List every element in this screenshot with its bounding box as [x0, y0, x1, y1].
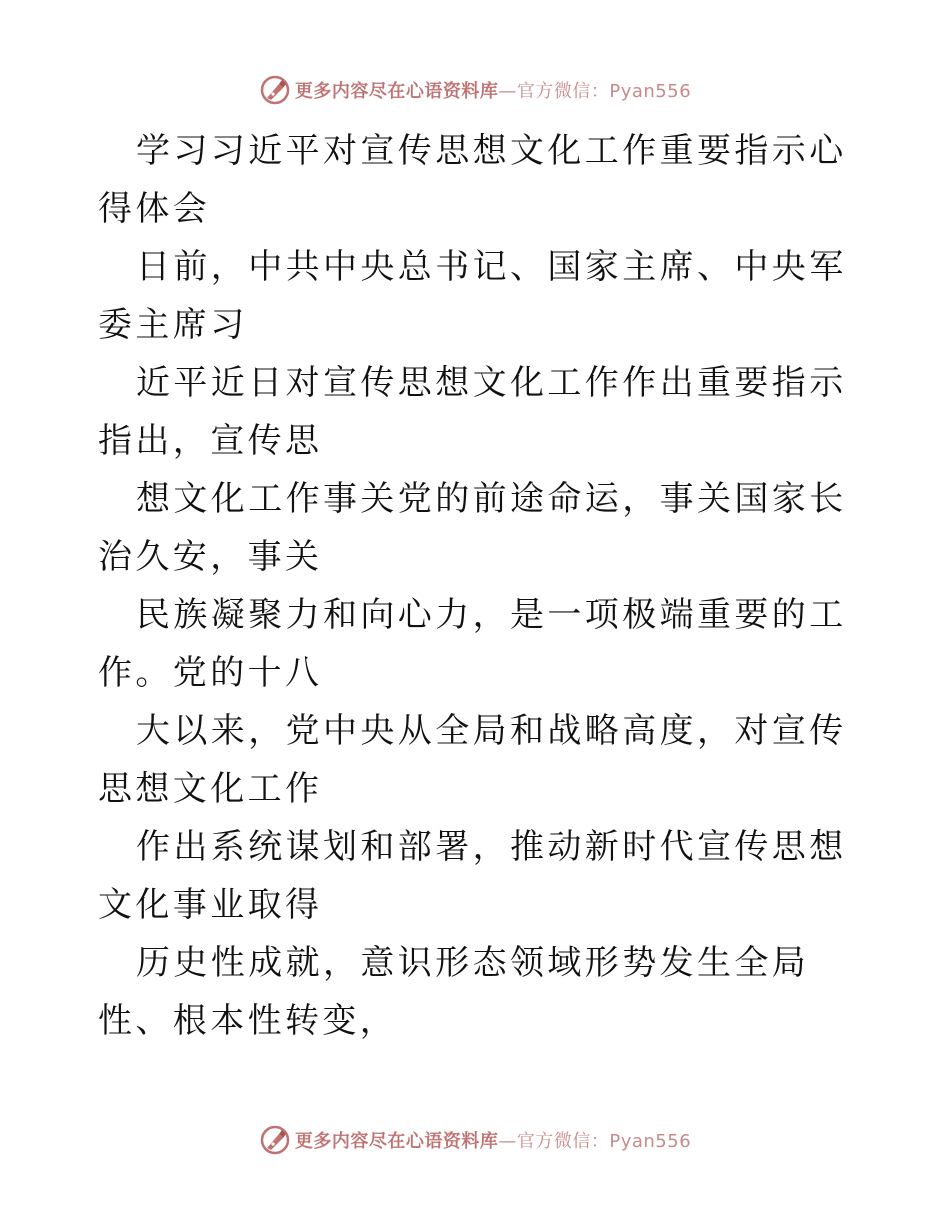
- paragraph: 大以来，党中央从全局和战略高度，对宣传思想文化工作: [98, 711, 847, 809]
- watermark-main-text: 更多内容尽在心语资料库: [294, 1131, 499, 1152]
- watermark-sub-text: —官方微信：Pyan556: [498, 81, 692, 102]
- paragraph: 近平近日对宣传思想文化工作作出重要指示指出，宣传思: [98, 363, 847, 461]
- pen-nib-logo-icon: [259, 74, 291, 106]
- document-body: [98, 122, 858, 1050]
- watermark-text: [295, 77, 691, 103]
- pen-nib-logo-icon: [259, 1124, 291, 1156]
- paragraph-title: 学习习近平对宣传思想文化工作重要指示心得体会: [98, 131, 847, 229]
- watermark-main-text: 更多内容尽在心语资料库: [294, 81, 499, 102]
- paragraph: 日前，中共中央总书记、国家主席、中央军委主席习: [98, 247, 847, 345]
- paragraph: 历史性成就，意识形态领域形势发生全局性、根本性转变，: [98, 943, 810, 1041]
- watermark-sub-text: —官方微信：Pyan556: [498, 1131, 692, 1152]
- header-watermark: [0, 72, 950, 108]
- paragraph: 民族凝聚力和向心力，是一项极端重要的工作。党的十八: [98, 595, 847, 693]
- watermark-group: [259, 74, 691, 106]
- paragraph: 作出系统谋划和部署，推动新时代宣传思想文化事业取得: [98, 827, 847, 925]
- watermark-group: [259, 1124, 691, 1156]
- watermark-text: [295, 1127, 691, 1153]
- paragraph: 想文化工作事关党的前途命运，事关国家长治久安，事关: [98, 479, 847, 577]
- footer-watermark: [0, 1122, 950, 1158]
